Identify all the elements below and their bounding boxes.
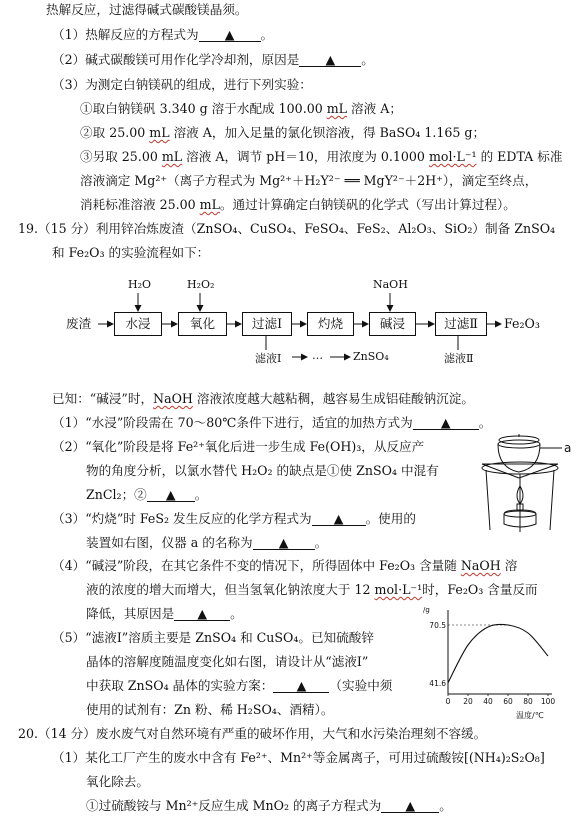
q20-step1-end: 。 — [439, 798, 452, 813]
q18-sub2-end: 。 — [361, 52, 374, 67]
flow-box-calcine: 灼烧 — [307, 312, 354, 336]
q18-step3-line3-text2: 。通过计算确定白钠镁矾的化学式（写出计算过程）。 — [219, 197, 516, 212]
apparatus-label-a: a — [564, 441, 572, 455]
unit-ml: mL — [149, 125, 170, 140]
flow-box-filter-1: 过滤Ⅰ — [242, 312, 292, 336]
blank-triangle-icon: ▲ — [197, 606, 207, 621]
q18-step1-text2: 溶液 A； — [347, 101, 402, 116]
flow-box-oxidize: 氧化 — [178, 312, 227, 336]
q18-sub2 — [52, 52, 374, 68]
q18-step1-text: ①取白钠镁矾 3.340 g 溶于水配成 100.00 — [80, 101, 327, 116]
q18-step3-text2: 溶液 A，调节 pH＝10，用浓度为 0.1000 — [182, 149, 429, 164]
q19-part1-end: 。 — [478, 415, 492, 430]
q19-part3-end: 。 — [314, 535, 328, 550]
flow-end-fe2o3: Fe₂O₃ — [504, 316, 540, 331]
answer-blank[interactable] — [299, 53, 361, 67]
naoh-term: NaOH — [153, 391, 193, 406]
solubility-chart — [420, 602, 570, 722]
q18-sub3: （3）为测定白钠镁矾的组成，进行下列实验： — [52, 77, 312, 92]
q20-step1-text: ①过硫酸铵与 Mn²⁺反应生成 MnO₂ 的离子方程式为 — [86, 798, 382, 813]
q19-part4-line3 — [86, 606, 243, 622]
unit-ml: mL — [199, 197, 220, 212]
y-tick-label: 41.6 — [429, 678, 446, 688]
answer-blank[interactable] — [174, 607, 230, 621]
blank-triangle-icon: ▲ — [165, 487, 176, 502]
blank-triangle-icon: ▲ — [278, 535, 289, 550]
blank-triangle-icon: ▲ — [405, 798, 416, 813]
q19-part3-text2: 。使用的 — [365, 511, 416, 526]
flow-box-filter-2: 过滤Ⅱ — [435, 312, 487, 336]
q20-intro: （14 分）废水废气对自然环境有严重的破坏作用，大气和水污染治理刻不容缓。 — [38, 726, 487, 741]
x-tick-label: 100 — [540, 697, 556, 706]
q19-part5-line3-text2: （实验中须 — [329, 678, 393, 693]
q18-sub1-end: 。 — [260, 27, 274, 42]
q19-part1-text: （1）“水浸”阶段需在 70～80℃条件下进行，适宜的加热方式为 — [52, 415, 413, 430]
q18-step2-text2: 溶液 A，加入足量的氯化钡溶液，得 BaSO₄ 1.165 g； — [169, 125, 486, 140]
q19-part3-line2-text: 装置如右图，仪器 a 的名称为 — [86, 535, 253, 550]
q19-part2-line3-text: ZnCl₂；② — [86, 487, 147, 502]
q18-step1 — [80, 101, 402, 117]
q19-known — [52, 391, 474, 407]
q19-part1 — [52, 415, 491, 431]
q19-part5-line3 — [86, 678, 392, 694]
solubility-curve — [448, 624, 548, 682]
blank-triangle-icon: ▲ — [440, 415, 451, 430]
q19-part4-text: （4）“碱浸”阶段，在其它条件不变的情况下，所得固体中 Fe₂O₃ 含量随 — [52, 558, 461, 573]
q20-sub1-line2: 氧化除去。 — [86, 774, 149, 789]
x-tick-label: 0 — [445, 697, 451, 706]
chart-guides — [448, 625, 510, 683]
flow-start-residue: 废渣 — [66, 316, 92, 331]
q18-line1: 热解反应，过滤得碱式碳酸镁晶须。 — [46, 2, 248, 17]
unit-mol-per-l: mol·L⁻¹ — [374, 582, 423, 597]
unit-mol-per-l: mol·L⁻¹ — [428, 149, 477, 164]
q19-part3-line2 — [86, 535, 327, 551]
chart-y-axis-label: /g — [423, 606, 430, 614]
reagent-naoh: NaOH — [373, 278, 408, 291]
q19-part4-line2-text2: 时，Fe₂O₃ 含量反而 — [422, 582, 538, 597]
q19-part4-line3-text: 降低，其原因是 — [86, 606, 175, 621]
x-tick-label: 80 — [523, 697, 533, 706]
answer-blank[interactable] — [413, 416, 479, 430]
q20-sub1-line1: （1）某化工厂产生的废水中含有 Fe²⁺、Mn²⁺等金属离子，可用过硫酸铵[(NH₄)₂S₂O₈] — [52, 750, 545, 765]
q18-sub1-text: （1）热解反应的方程式为 — [52, 27, 199, 42]
q18-step3-line3 — [80, 197, 516, 213]
answer-blank[interactable] — [312, 512, 366, 526]
filtrate-2-label: 滤液Ⅱ — [444, 352, 474, 365]
q19-part4-line2 — [86, 582, 538, 598]
x-tick-label: 60 — [503, 697, 513, 706]
q19-part3-line1 — [52, 511, 416, 527]
q19-part4-text2: 溶 — [500, 558, 518, 573]
q19-part2-line2: 物的角度分析，以氯水替代 H₂O₂ 的缺点是①使 ZnSO₄ 中混有 — [86, 463, 439, 478]
flow-znso4: ZnSO₄ — [353, 350, 389, 363]
reagent-h2o2: H₂O₂ — [187, 278, 215, 291]
q18-step3-line2: 溶液滴定 Mg²⁺（离子方程式为 Mg²⁺＋H₂Y²⁻ ══ MgY²⁻＋2H⁺），滴定至终点， — [80, 173, 538, 188]
answer-blank[interactable] — [253, 536, 315, 550]
q19-part4-line1 — [52, 558, 517, 574]
q18-sub1 — [52, 27, 273, 43]
filtrate-1-label: 滤液Ⅰ — [255, 352, 282, 365]
q18-step3-text: ③另取 25.00 — [80, 149, 162, 164]
q18-step3-text3: 的 EDTA 标准 — [476, 149, 563, 164]
answer-blank[interactable] — [147, 488, 195, 502]
flow-box-alkali-leach: 碱浸 — [369, 312, 416, 336]
x-tick-label: 20 — [463, 697, 473, 706]
reagent-h2o: H₂O — [128, 278, 152, 291]
q19-part5-line1: （5）“滤液Ⅰ”溶质主要是 ZnSO₄ 和 CuSO₄。已知硫酸锌 — [52, 630, 374, 645]
blank-triangle-icon: ▲ — [333, 511, 344, 526]
y-tick-label: 70.5 — [429, 621, 446, 630]
x-tick-label: 40 — [483, 697, 493, 706]
unit-ml: mL — [161, 149, 183, 164]
q18-step3-line3-text: 消耗标准溶液 25.00 — [80, 197, 200, 212]
blank-triangle-icon: ▲ — [296, 678, 307, 693]
q19-part2-end: 。 — [194, 487, 208, 502]
flow-box-water-leach: 水浸 — [114, 312, 162, 336]
heating-apparatus-figure — [474, 432, 574, 542]
question-number: 19. — [18, 221, 39, 236]
naoh-term: NaOH — [460, 558, 501, 573]
q18-step3 — [80, 149, 562, 165]
q19-part4-end: 。 — [230, 606, 243, 621]
q18-step2 — [80, 125, 485, 141]
q19-known-text: 已知：“碱浸”时， — [52, 391, 154, 406]
answer-blank[interactable] — [381, 799, 439, 813]
q19-part5-line2: 晶体的溶解度随温度变化如右图，请设计从“滤液Ⅰ” — [86, 654, 369, 669]
blank-triangle-icon: ▲ — [224, 27, 235, 42]
answer-blank[interactable] — [273, 679, 329, 693]
q19-part2-line3 — [86, 487, 207, 503]
q20-header — [18, 726, 486, 742]
flow-ellipsis: … — [312, 349, 323, 362]
q19-header — [18, 221, 555, 237]
q20-step1 — [86, 798, 452, 814]
q19-part5-line3-text: 中获取 ZnSO₄ 晶体的实验方案： — [86, 678, 274, 693]
answer-blank[interactable] — [199, 28, 261, 42]
q19-known-text2: 溶液浓度越大越粘稠，越容易生成铝硅酸钠沉淀。 — [192, 391, 474, 406]
blank-triangle-icon: ▲ — [325, 52, 336, 67]
q19-part5-line4: 使用的试剂有：Zn 粉、稀 H₂SO₄、酒精）。 — [86, 702, 334, 717]
q19-part2-line1: （2）“氧化”阶段是将 Fe²⁺氧化后进一步生成 Fe(OH)₃，从反应产 — [52, 439, 425, 454]
chart-x-axis-label: 温度/℃ — [516, 711, 544, 720]
q19-intro: （15 分）利用锌冶炼废渣（ZnSO₄、CuSO₄、FeSO₄、FeS₂、Al₂O₃、SiO₂）制备 ZnSO₄ — [38, 221, 556, 236]
question-number: 20. — [18, 726, 39, 741]
q19-part4-line2-text: 液的浓度的增大而增大，但当氢氧化钠浓度大于 12 — [86, 582, 375, 597]
q18-step2-text: ②取 25.00 — [80, 125, 150, 140]
q18-sub2-text: （2）碱式碳酸镁可用作化学冷却剂，原因是 — [52, 52, 300, 67]
unit-ml: mL — [326, 101, 348, 116]
q19-part3-text: （3）“灼烧”时 FeS₂ 发生反应的化学方程式为 — [52, 511, 312, 526]
q19-intro-line2: 和 Fe₂O₃ 的实验流程如下： — [52, 245, 210, 260]
